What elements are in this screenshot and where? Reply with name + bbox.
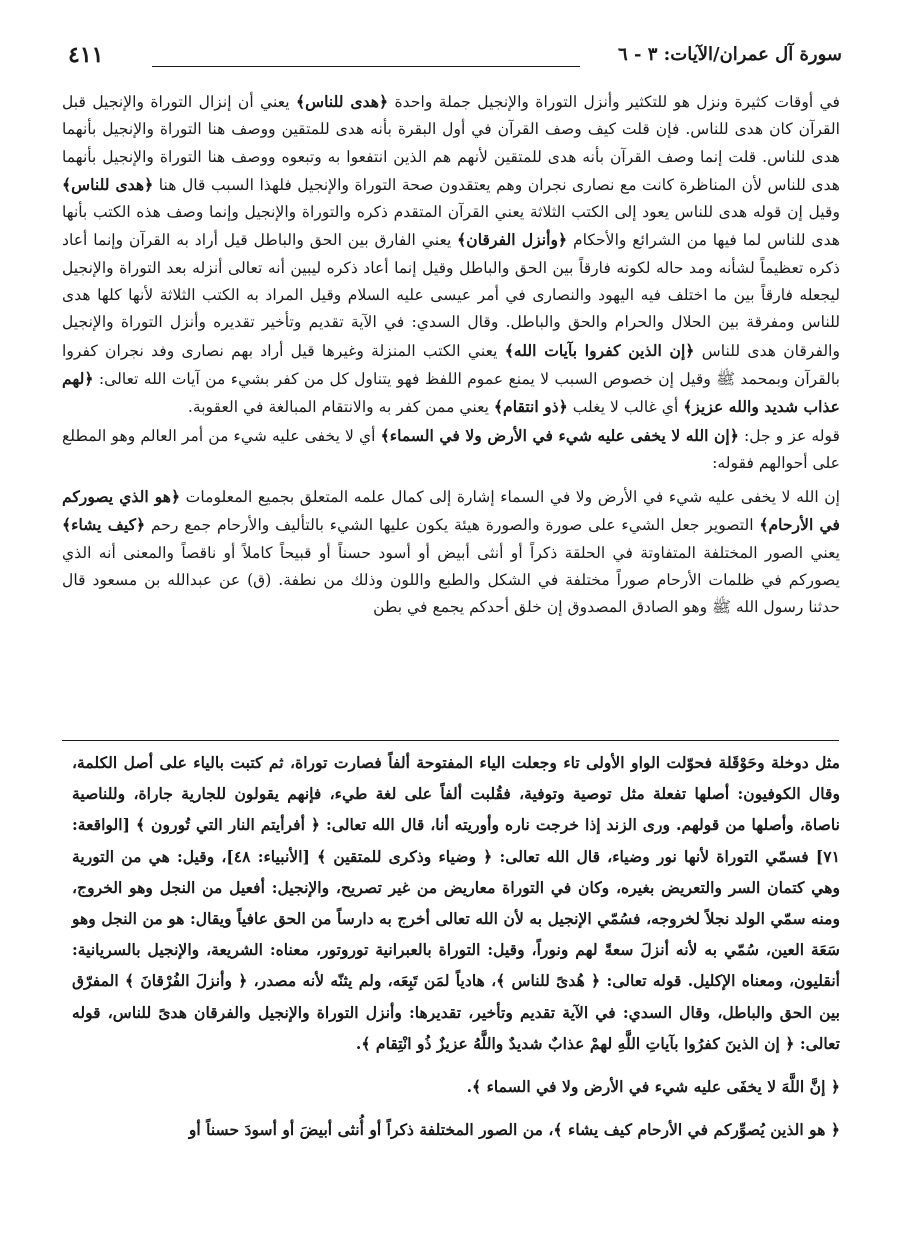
commentary-paragraph — [62, 88, 840, 422]
footnote-text: [الواقعة: ٧١] فسمّي التوراة لأنها نور وضياء، قال الله تعالى: — [72, 815, 841, 866]
quran-quote: ﴿كيف يشاء﴾ — [62, 515, 146, 535]
commentary-paragraph — [62, 422, 840, 478]
quran-quote: ﴿لهم عذاب شديد والله عزيز﴾ — [62, 368, 840, 417]
quran-quote: ﴿ إنَّ اللَّهَ لا يخفَى عليه شيء في الأرض ولا في السماء ﴾ — [472, 1077, 840, 1097]
page-number: ٤١١ — [68, 42, 104, 68]
footnote-text: . — [466, 1077, 473, 1097]
footnote-text: ، من الصور المختلفة ذكراً أو أُنثى أبيضَ أو أسودَ حسناً أو — [188, 1120, 554, 1140]
commentary-text: إن الله لا يخفى عليه شيء في الأرض ولا في السماء إشارة إلى كمال علمه المتعلق بجميع المعلومات — [180, 488, 840, 507]
quran-quote: ﴿ هُدىً للناس ﴾ — [496, 971, 601, 991]
quran-quote: ﴿ذو انتقام﴾ — [493, 397, 568, 417]
quran-quote: ﴿إن الله لا يخفى عليه شيء في الأرض ولا في السماء﴾ — [380, 425, 739, 445]
surah-title: سورة آل عمران/الآيات: ٣ - ٦ — [618, 44, 842, 65]
quran-quote: ﴿ إن الذينَ كفرُوا بآياتِ اللَّهِ لهمْ عذابٌ شديدٌ واللَّهُ عزيزٌ ذُو انْتِقام ﴾ — [361, 1033, 795, 1053]
commentary-text: يعني الفارق بين الحق والباطل قيل أراد به القرآن وإنما أعاد ذكره تعظيماً لشأنه ومد حاله لكونه فارقاً بين الحق والباطل وقيل إنما أعاد ذكره ليبين أنه تعالى أنزله بعد التوراة والإنجيل ليجعله فارقاً بين ما اختلف فيه اليهود والنصارى في أمر عيسى عليه السلام وقيل المراد به الكتب الثلاثة لأنها كلها هدى للناس ومفرقة بين الحلال والحرام والحق والباطل. وقال السدي: في الآية تقديم وتأخير تقديره وأنزل التوراة والإنجيل والفرقان هدى للناس — [62, 231, 840, 360]
footnote-divider — [62, 740, 839, 741]
commentary-text: يعني الصور المختلفة المتفاوتة في الحلقة ذكراً أو أنثى أبيض أو أسود حسناً أو قبيحاً كاملاً أو ناقصاً والمعنى أنه الذي يصوركم في ظلمات الأرحام صوراً مختلفة في الشكل والطبع واللون وذلك من نطفة. (ق) عن عبدالله بن مسعود قال حدثنا رسول الله ﷺ وهو الصادق المصدوق إن خلق أحدكم يجمع في بطن — [62, 543, 840, 617]
commentary-text: يعني الكتب المنزلة وغيرها قيل أراد بهم نصارى وفد نجران كفروا بالقرآن وبمحمد ﷺ وقيل إن خصوص السبب لا يمنع عموم اللفظ فهو يتناول كل من كفر بشيء من آيات الله تعالى: — [62, 341, 840, 388]
commentary-text: يعني ممن كفر به والانتقام المبالغة في العقوبة. — [187, 398, 494, 417]
commentary-text: وقيل إن قوله هدى للناس يعود إلى الكتب الثلاثة يعني القرآن المتقدم ذكره والتوراة والإنجيل وإنما وصف هذه الكتب بأنها هدى للناس لما فيها من الشرائع والأحكام — [62, 203, 840, 250]
commentary-text: يعني أن إنزال التوراة والإنجيل قبل القرآن كان هدى للناس. فإن قلت كيف وصف القرآن في أول البقرة بأنه هدى للمتقين ووصف هنا التوراة والإنجيل بأنهما هدى للناس. قلت إنما وصف القرآن بأنه هدى للمتقين لأنهم هم الذين انتفعوا به وتبعوه ووصف هنا التوراة والإنجيل بأنهما هدى للناس لأن المناظرة كانت مع نصارى نجران وهم يعتقدون صحة التوراة والإنجيل فلهذا السبب قال هنا — [62, 93, 840, 194]
commentary-text: أي لا يخفى عليه شيء من أمر العالم وهو المطلع على أحوالهم فقوله: — [62, 426, 840, 472]
commentary-text: في أوقات كثيرة ونزل هو للتكثير وأنزل التوراة والإنجيل جملة واحدة — [388, 93, 840, 111]
commentary-paragraph — [62, 483, 840, 621]
quran-quote: ﴿وأنزل الفرقان﴾ — [457, 230, 568, 250]
footnote-paragraph — [72, 747, 840, 1059]
footnote-text: . — [355, 1033, 362, 1053]
footnote-text: مثل دوخلة وحَوْقَلة فحوّلت الواو الأولى تاء وجعلت الياء المفتوحة ألفاً فصارت توراة، ثم كتبت بالياء على أصل الكلمة، وقال الكوفيون: أصلها تفعلة مثل توصية وتوفية، فقُلبت ألفاً على لغة طيء، فإنهم يقولون للجارية جاراة، وللناصية ناصاة، وأصلها من قولهم. ورى الزند إذا خرجت ناره وأوريته أنا، قال الله تعالى: — [72, 753, 840, 835]
page-header — [66, 38, 842, 78]
commentary-body — [62, 88, 840, 622]
footnote-paragraph — [72, 1114, 840, 1145]
header-rule — [152, 66, 580, 67]
commentary-text: قوله عز و جل: — [738, 426, 840, 445]
quran-quote: ﴿هدى للناس﴾ — [62, 174, 154, 194]
quran-quote: ﴿ وأنزلَ الفُرْقانَ ﴾ — [124, 971, 248, 991]
footnote-text: ، هادياً لمَن تَبِعَه، ولم يثنّه لأنه مصدر، — [247, 971, 497, 991]
commentary-text: أي غالب لا يغلب — [567, 398, 684, 417]
quran-quote: ﴿ وضياء وذكرى للمتقين ﴾ — [317, 846, 493, 866]
quran-quote: ﴿هو الذي يصوركم في الأرحام﴾ — [62, 487, 841, 535]
quran-quote: ﴿إن الذين كفروا بآيات الله﴾ — [504, 340, 695, 360]
commentary-text: التصوير جعل الشيء على صورة والصورة هيئة يكون عليها الشيء بالتأليف والأرحام جمع رحم — [145, 516, 760, 535]
quran-quote: ﴿هدى للناس﴾ — [296, 92, 389, 111]
footnote-text: المفرّق بين الحق والباطل، وقال السدي: في الآية تقديم وتأخير، تقديرها: وأنزل التوراة والإنجيل والفرقان هدىً للناس، قوله تعالى: — [72, 971, 840, 1053]
quran-quote: ﴿ هو الذين يُصوِّركم في الأرحام كيف يشاء ﴾ — [553, 1120, 840, 1140]
footnotes — [72, 747, 840, 1145]
footnote-text: [الأنبياء: ٤٨]، وقيل: هي من التورية وهي كتمان السر والتعريض بغيره، وكان في التوراة معاريض من غير تصريح، والإنجيل: أفعيل من النجل وهو الخروج، ومنه سمّي الولد نجلاً لخروجه، فسُمّي الإنجيل به لأن الله تعالى أخرج به دارساً من الحق عافياً ويقال: هو من النجل وهو سَعَة العين، سُمّي به لأنه أنزلَ سعةً لهم ونوراً، وقيل: التوراة بالعبرانية توروتور، معناه: الشريعة، والإنجيل بالسريانية: أنقليون، ومعناه الإكليل. قوله تعالى: — [72, 846, 840, 991]
footnote-paragraph — [72, 1071, 840, 1102]
quran-quote: ﴿ أفرأيتم النار التي تُورون ﴾ — [135, 815, 321, 835]
